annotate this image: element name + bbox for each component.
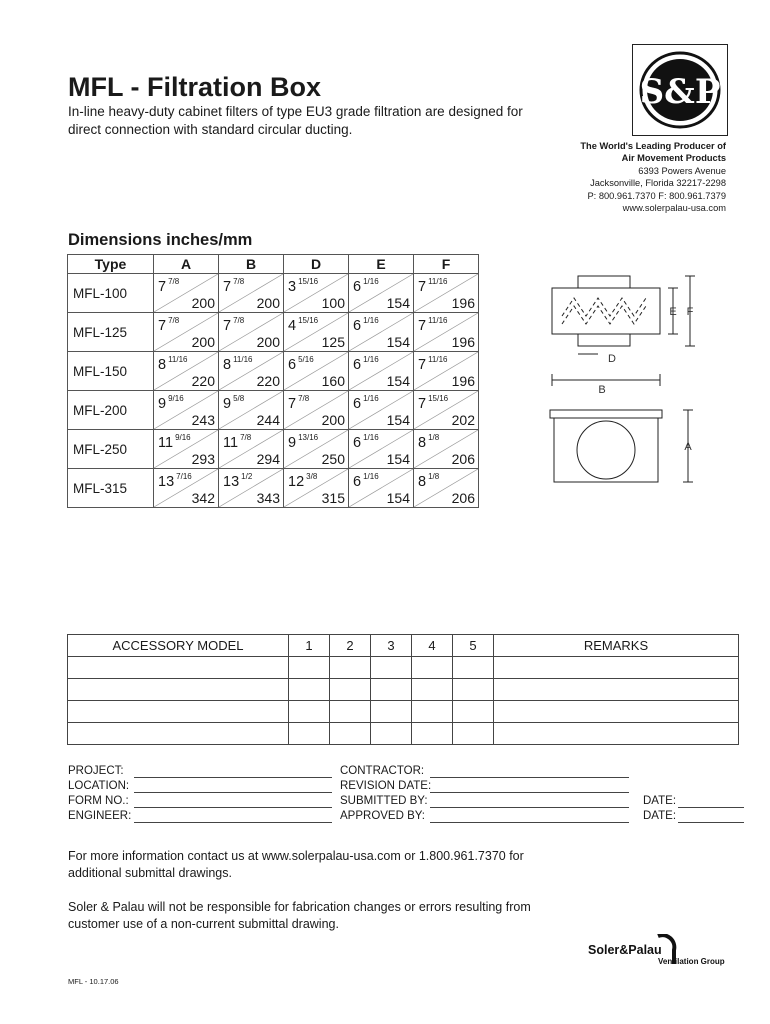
inch-whole: 13 xyxy=(158,474,175,490)
dimensions-row xyxy=(68,313,479,352)
header-f: F xyxy=(414,255,479,274)
inch-whole: 7 xyxy=(223,279,232,295)
dim-cell-e xyxy=(349,274,414,313)
company-info xyxy=(580,140,726,214)
inch-fraction: 1/16 xyxy=(363,316,379,325)
company-tagline-1: The World's Leading Producer of xyxy=(580,141,726,151)
header-type: Type xyxy=(68,255,154,274)
filtration-box-drawing xyxy=(540,268,710,484)
inch-value xyxy=(223,316,244,334)
mm-value: 220 xyxy=(191,373,215,389)
inch-whole: 7 xyxy=(418,318,427,334)
accessory-col-2: 2 xyxy=(330,635,371,657)
dim-cell-d xyxy=(284,274,349,313)
footer-sub: Ventilation Group xyxy=(658,957,725,966)
inch-whole: 6 xyxy=(353,279,362,295)
inch-fraction: 7/8 xyxy=(240,433,252,442)
inch-value xyxy=(288,472,317,490)
label-f: F xyxy=(686,306,694,318)
inch-value xyxy=(158,316,179,334)
inch-whole: 13 xyxy=(223,474,240,490)
header-a: A xyxy=(154,255,219,274)
dim-cell-a xyxy=(154,391,219,430)
mm-value: 206 xyxy=(451,490,475,506)
dimensions-header-row xyxy=(68,255,479,274)
inch-whole: 4 xyxy=(288,318,297,334)
inch-fraction: 1/16 xyxy=(363,277,379,286)
location-field[interactable] xyxy=(68,780,129,792)
inch-whole: 6 xyxy=(353,435,362,451)
mm-value: 200 xyxy=(256,334,280,350)
intro-text: In-line heavy-duty cabinet filters of type EU3 grade filtration are designed for direct connection with standard circular ducting. xyxy=(68,104,523,137)
engineer-label: ENGINEER: xyxy=(68,810,132,822)
dim-cell-b xyxy=(219,313,284,352)
dim-cell-f xyxy=(414,352,479,391)
dim-cell-f xyxy=(414,430,479,469)
inch-fraction: 11/16 xyxy=(168,355,188,364)
dimensions-row xyxy=(68,469,479,508)
inch-whole: 7 xyxy=(158,279,167,295)
remarks-header: REMARKS xyxy=(494,635,739,657)
inch-value xyxy=(158,433,191,451)
inch-fraction: 1/16 xyxy=(363,472,379,481)
inch-whole: 11 xyxy=(158,435,174,451)
accessory-table xyxy=(67,634,739,745)
accessory-col-1: 1 xyxy=(289,635,330,657)
inch-value xyxy=(353,472,379,490)
dim-cell-f xyxy=(414,391,479,430)
dim-cell-d xyxy=(284,391,349,430)
mm-value: 196 xyxy=(451,334,475,350)
inch-fraction: 11/16 xyxy=(428,316,448,325)
inch-value xyxy=(158,355,188,373)
inch-fraction: 1/16 xyxy=(363,394,379,403)
dim-cell-d xyxy=(284,469,349,508)
mm-value: 154 xyxy=(386,412,410,428)
inch-fraction: 11/16 xyxy=(428,277,448,286)
company-tagline-2: Air Movement Products xyxy=(621,153,726,164)
revision-date-field[interactable] xyxy=(340,780,431,792)
dim-cell-a xyxy=(154,430,219,469)
inch-fraction: 15/16 xyxy=(298,316,319,325)
inch-whole: 12 xyxy=(288,474,305,490)
type-cell: MFL-150 xyxy=(68,352,154,391)
inch-whole: 8 xyxy=(223,357,232,373)
inch-value xyxy=(353,394,379,412)
mm-value: 200 xyxy=(256,295,280,311)
label-a: A xyxy=(684,441,692,453)
inch-value xyxy=(418,355,448,373)
mm-value: 200 xyxy=(191,295,215,311)
label-e: E xyxy=(669,306,677,318)
inch-whole: 9 xyxy=(288,435,297,451)
mm-value: 342 xyxy=(191,490,215,506)
contractor-label: CONTRACTOR: xyxy=(340,765,425,777)
mm-value: 202 xyxy=(451,412,475,428)
accessory-row[interactable] xyxy=(68,723,739,745)
inch-whole: 8 xyxy=(158,357,167,373)
dim-cell-e xyxy=(349,469,414,508)
svg-text:S&P: S&P xyxy=(639,72,721,112)
dimensions-title: Dimensions inches/mm xyxy=(68,231,253,249)
inch-whole: 8 xyxy=(418,474,427,490)
inch-value xyxy=(418,316,448,334)
mm-value: 154 xyxy=(386,334,410,350)
mm-value: 200 xyxy=(321,412,345,428)
inch-fraction: 11/16 xyxy=(428,355,448,364)
sp-logo-icon xyxy=(633,45,727,135)
date-label-2: DATE: xyxy=(643,810,677,822)
inch-whole: 6 xyxy=(288,357,297,373)
inch-whole: 7 xyxy=(418,279,427,295)
label-d: D xyxy=(608,353,616,365)
inch-value xyxy=(353,316,379,334)
header-d: D xyxy=(284,255,349,274)
type-cell: MFL-250 xyxy=(68,430,154,469)
dim-cell-a xyxy=(154,352,219,391)
accessory-col-4: 4 xyxy=(412,635,453,657)
sp-logo xyxy=(632,44,728,136)
inch-fraction: 11/16 xyxy=(233,355,253,364)
type-cell: MFL-125 xyxy=(68,313,154,352)
inch-whole: 7 xyxy=(418,357,427,373)
inch-value xyxy=(223,472,252,490)
type-cell: MFL-200 xyxy=(68,391,154,430)
disclaimer-note: Soler & Palau will not be responsible for fabrication changes or errors resulting from customer use of a non-current submittal drawing. xyxy=(68,900,531,931)
inch-value xyxy=(223,433,251,451)
type-cell: MFL-315 xyxy=(68,469,154,508)
inch-fraction: 7/8 xyxy=(168,277,180,286)
accessory-header-row xyxy=(68,635,739,657)
inch-fraction: 13/16 xyxy=(298,433,319,442)
engineer-field[interactable] xyxy=(68,810,131,822)
page-title: MFL - Filtration Box xyxy=(68,72,321,102)
mm-value: 196 xyxy=(451,295,475,311)
inch-fraction: 9/16 xyxy=(175,433,191,442)
approved-by-label: APPROVED BY: xyxy=(340,810,426,822)
project-field[interactable] xyxy=(68,765,124,777)
inch-fraction: 5/8 xyxy=(233,394,245,403)
project-label: PROJECT: xyxy=(68,765,124,777)
accessory-row[interactable] xyxy=(68,657,739,679)
inch-value xyxy=(353,277,379,295)
mm-value: 293 xyxy=(191,451,215,467)
inch-whole: 9 xyxy=(223,396,232,412)
accessory-model-header: ACCESSORY MODEL xyxy=(68,635,289,657)
submitted-by-field[interactable] xyxy=(340,795,428,807)
dimensions-row xyxy=(68,391,479,430)
inch-value xyxy=(288,355,314,373)
mm-value: 220 xyxy=(256,373,280,389)
date-field-2[interactable] xyxy=(643,810,676,822)
dimensions-row xyxy=(68,274,479,313)
soler-palau-footer-logo xyxy=(586,934,756,968)
inch-fraction: 1/2 xyxy=(241,472,253,481)
mm-value: 154 xyxy=(386,451,410,467)
header-b: B xyxy=(219,255,284,274)
inch-whole: 7 xyxy=(288,396,297,412)
inch-whole: 3 xyxy=(288,279,297,295)
dim-cell-a xyxy=(154,469,219,508)
accessory-row[interactable] xyxy=(68,679,739,701)
company-web: www.solerpalau-usa.com xyxy=(622,203,726,214)
inch-value xyxy=(223,394,244,412)
mm-value: 154 xyxy=(386,295,410,311)
accessory-col-3: 3 xyxy=(371,635,412,657)
inch-value xyxy=(353,355,379,373)
dim-cell-d xyxy=(284,352,349,391)
mm-value: 294 xyxy=(256,451,280,467)
inch-value xyxy=(158,394,184,412)
dim-cell-e xyxy=(349,430,414,469)
label-b: B xyxy=(598,384,606,396)
accessory-row[interactable] xyxy=(68,701,739,723)
revision-date-label: REVISION DATE: xyxy=(340,780,432,792)
inch-value xyxy=(418,394,448,412)
dim-cell-f xyxy=(414,313,479,352)
inch-fraction: 7/8 xyxy=(233,316,245,325)
date-field-1[interactable] xyxy=(643,795,676,807)
inch-fraction: 3/8 xyxy=(306,472,318,481)
form-no-label: FORM NO.: xyxy=(68,795,129,807)
dim-cell-d xyxy=(284,430,349,469)
inch-value xyxy=(288,433,318,451)
mm-value: 125 xyxy=(321,334,345,350)
dim-cell-e xyxy=(349,313,414,352)
inch-fraction: 1/16 xyxy=(363,355,379,364)
inch-fraction: 1/8 xyxy=(428,433,440,442)
mm-value: 200 xyxy=(191,334,215,350)
inch-whole: 7 xyxy=(223,318,232,334)
inch-value xyxy=(418,472,439,490)
inch-fraction: 15/16 xyxy=(298,277,319,286)
form-no-field[interactable] xyxy=(68,795,129,807)
inch-whole: 6 xyxy=(353,318,362,334)
dim-cell-d xyxy=(284,313,349,352)
mm-value: 154 xyxy=(386,490,410,506)
footer-brand: Soler&Palau xyxy=(588,943,662,957)
mm-value: 244 xyxy=(256,412,280,428)
dim-cell-e xyxy=(349,391,414,430)
inch-fraction: 7/8 xyxy=(233,277,245,286)
mm-value: 343 xyxy=(256,490,280,506)
inch-value xyxy=(223,277,244,295)
inch-whole: 6 xyxy=(353,357,362,373)
contractor-field[interactable] xyxy=(340,765,424,777)
inch-value xyxy=(288,316,318,334)
inch-value xyxy=(353,433,379,451)
date-label-1: DATE: xyxy=(643,795,677,807)
dim-cell-f xyxy=(414,469,479,508)
inch-value xyxy=(418,277,448,295)
inch-fraction: 7/8 xyxy=(168,316,180,325)
inch-fraction: 7/8 xyxy=(298,394,310,403)
header-e: E xyxy=(349,255,414,274)
type-cell: MFL-100 xyxy=(68,274,154,313)
dim-cell-f xyxy=(414,274,479,313)
dim-cell-b xyxy=(219,430,284,469)
mm-value: 206 xyxy=(451,451,475,467)
inch-whole: 6 xyxy=(353,474,362,490)
mm-value: 250 xyxy=(321,451,345,467)
approved-by-field[interactable] xyxy=(340,810,425,822)
dimensions-table xyxy=(67,254,479,508)
inch-fraction: 5/16 xyxy=(298,355,314,364)
inch-value xyxy=(158,472,192,490)
inch-whole: 11 xyxy=(223,435,239,451)
inch-whole: 6 xyxy=(353,396,362,412)
inch-whole: 7 xyxy=(418,396,427,412)
inch-value xyxy=(223,355,253,373)
inch-value xyxy=(288,277,318,295)
inch-fraction: 1/8 xyxy=(428,472,440,481)
submitted-by-label: SUBMITTED BY: xyxy=(340,795,428,807)
inch-fraction: 9/16 xyxy=(168,394,184,403)
inch-value xyxy=(418,433,439,451)
dim-cell-a xyxy=(154,313,219,352)
dimensions-row xyxy=(68,430,479,469)
mm-value: 315 xyxy=(321,490,345,506)
inch-whole: 7 xyxy=(158,318,167,334)
accessory-col-5: 5 xyxy=(453,635,494,657)
inch-whole: 9 xyxy=(158,396,167,412)
dim-cell-a xyxy=(154,274,219,313)
dim-cell-b xyxy=(219,274,284,313)
dim-cell-e xyxy=(349,352,414,391)
dim-cell-b xyxy=(219,469,284,508)
company-address-1: 6393 Powers Avenue xyxy=(638,165,726,176)
inch-value xyxy=(288,394,309,412)
mm-value: 196 xyxy=(451,373,475,389)
mm-value: 100 xyxy=(321,295,345,311)
inch-fraction: 7/16 xyxy=(176,472,192,481)
company-address-2: Jacksonville, Florida 32217-2298 xyxy=(590,178,726,189)
mm-value: 154 xyxy=(386,373,410,389)
mm-value: 160 xyxy=(321,373,345,389)
dim-cell-b xyxy=(219,352,284,391)
dimensions-row xyxy=(68,352,479,391)
inch-whole: 8 xyxy=(418,435,427,451)
inch-fraction: 15/16 xyxy=(428,394,449,403)
location-label: LOCATION: xyxy=(68,780,130,792)
inch-fraction: 1/16 xyxy=(363,433,379,442)
dim-cell-b xyxy=(219,391,284,430)
document-code: MFL - 10.17.06 xyxy=(68,977,119,986)
company-phone: P: 800.961.7370 F: 800.961.7379 xyxy=(587,190,726,201)
info-note: For more information contact us at www.solerpalau-usa.com or 1.800.961.7370 for additional submittal drawings. xyxy=(68,849,524,880)
mm-value: 243 xyxy=(191,412,215,428)
inch-value xyxy=(158,277,179,295)
